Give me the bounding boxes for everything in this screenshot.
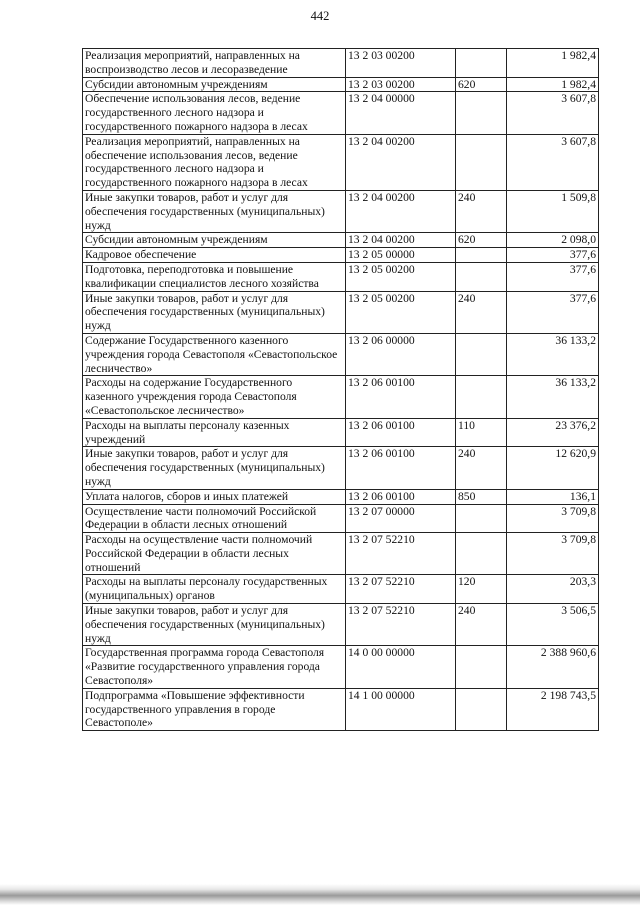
table-row [83, 447, 599, 489]
amount-cell: 377,6 [507, 248, 599, 263]
expense-name-cell: Реализация мероприятий, направленных на воспроизводство лесов и лесоразведение [83, 49, 346, 78]
amount-cell: 3 709,8 [507, 533, 599, 575]
page-number: 442 [310, 9, 330, 23]
amount-cell: 3 607,8 [507, 92, 599, 134]
expense-name-cell: Подпрограмма «Повышение эффективности государственного управления в городе Севастополе» [83, 688, 346, 730]
target-code-cell: 13 2 04 00200 [346, 134, 456, 190]
expense-type-cell: 850 [456, 489, 507, 504]
budget-table [82, 48, 599, 731]
expense-name-cell: Расходы на выплаты персоналу государственных (муниципальных) органов [83, 575, 346, 604]
scan-edge-artifact [0, 884, 640, 905]
expense-name-cell: Осуществление части полномочий Российской Федерации в области лесных отношений [83, 504, 346, 533]
table-row [83, 489, 599, 504]
target-code-cell: 13 2 05 00000 [346, 248, 456, 263]
expense-type-cell [456, 646, 507, 688]
target-code-cell: 13 2 07 00000 [346, 504, 456, 533]
expense-name-cell: Субсидии автономным учреждениям [83, 77, 346, 92]
expense-type-cell [456, 134, 507, 190]
target-code-cell: 13 2 03 00200 [346, 77, 456, 92]
expense-type-cell [456, 248, 507, 263]
expense-name-cell: Иные закупки товаров, работ и услуг для обеспечения государственных (муниципальных) нужд [83, 291, 346, 333]
table-row [83, 262, 599, 291]
expense-type-cell: 240 [456, 604, 507, 646]
amount-cell: 12 620,9 [507, 447, 599, 489]
expense-type-cell: 240 [456, 447, 507, 489]
expense-type-cell [456, 262, 507, 291]
expense-type-cell: 120 [456, 575, 507, 604]
expense-name-cell: Иные закупки товаров, работ и услуг для обеспечения государственных (муниципальных) нужд [83, 190, 346, 232]
expense-type-cell: 240 [456, 190, 507, 232]
expense-type-cell [456, 504, 507, 533]
expense-type-cell: 240 [456, 291, 507, 333]
target-code-cell: 13 2 06 00100 [346, 376, 456, 418]
expense-type-cell: 620 [456, 233, 507, 248]
table-row [83, 604, 599, 646]
table-row [83, 233, 599, 248]
table-row [83, 190, 599, 232]
amount-cell: 3 607,8 [507, 134, 599, 190]
expense-name-cell: Субсидии автономным учреждениям [83, 233, 346, 248]
expense-type-cell [456, 688, 507, 730]
target-code-cell: 13 2 04 00000 [346, 92, 456, 134]
amount-cell: 1 509,8 [507, 190, 599, 232]
table-row [83, 575, 599, 604]
table-row [83, 333, 599, 375]
target-code-cell: 13 2 03 00200 [346, 49, 456, 78]
expense-name-cell: Содержание Государственного казенного учреждения города Севастополя «Севастопольское лесничество» [83, 333, 346, 375]
table-row [83, 77, 599, 92]
amount-cell: 2 198 743,5 [507, 688, 599, 730]
budget-table-body [83, 49, 599, 731]
expense-type-cell [456, 376, 507, 418]
table-row [83, 418, 599, 447]
table-row [83, 134, 599, 190]
amount-cell: 36 133,2 [507, 333, 599, 375]
amount-cell: 3 506,5 [507, 604, 599, 646]
expense-name-cell: Обеспечение использования лесов, ведение государственного лесного надзора и государственного пожарного надзора в лесах [83, 92, 346, 134]
target-code-cell: 14 0 00 00000 [346, 646, 456, 688]
expense-name-cell: Расходы на содержание Государственного казенного учреждения города Севастополя «Севастопольское лесничество» [83, 376, 346, 418]
expense-name-cell: Расходы на выплаты персоналу казенных учреждений [83, 418, 346, 447]
table-row [83, 688, 599, 730]
expense-type-cell: 110 [456, 418, 507, 447]
expense-type-cell: 620 [456, 77, 507, 92]
expense-type-cell [456, 333, 507, 375]
amount-cell: 203,3 [507, 575, 599, 604]
amount-cell: 36 133,2 [507, 376, 599, 418]
target-code-cell: 13 2 07 52210 [346, 575, 456, 604]
expense-name-cell: Уплата налогов, сборов и иных платежей [83, 489, 346, 504]
table-row [83, 49, 599, 78]
target-code-cell: 13 2 06 00100 [346, 447, 456, 489]
target-code-cell: 13 2 05 00200 [346, 262, 456, 291]
amount-cell: 23 376,2 [507, 418, 599, 447]
table-row [83, 248, 599, 263]
expense-name-cell: Расходы на осуществление части полномочий Российской Федерации в области лесных отношений [83, 533, 346, 575]
target-code-cell: 13 2 04 00200 [346, 190, 456, 232]
expense-name-cell: Кадровое обеспечение [83, 248, 346, 263]
target-code-cell: 13 2 06 00100 [346, 418, 456, 447]
amount-cell: 2 388 960,6 [507, 646, 599, 688]
target-code-cell: 13 2 07 52210 [346, 533, 456, 575]
amount-cell: 1 982,4 [507, 77, 599, 92]
table-row [83, 533, 599, 575]
target-code-cell: 13 2 06 00000 [346, 333, 456, 375]
expense-type-cell [456, 92, 507, 134]
expense-type-cell [456, 533, 507, 575]
expense-name-cell: Подготовка, переподготовка и повышение квалификации специалистов лесного хозяйства [83, 262, 346, 291]
expense-name-cell: Реализация мероприятий, направленных на обеспечение использования лесов, ведение государственного лесного надзора и государственного пожарного надзора в лесах [83, 134, 346, 190]
expense-type-cell [456, 49, 507, 78]
target-code-cell: 13 2 04 00200 [346, 233, 456, 248]
table-row [83, 646, 599, 688]
target-code-cell: 13 2 06 00100 [346, 489, 456, 504]
expense-name-cell: Государственная программа города Севастополя «Развитие государственного управления города Севастополя» [83, 646, 346, 688]
table-row [83, 92, 599, 134]
table-row [83, 376, 599, 418]
amount-cell: 377,6 [507, 262, 599, 291]
expense-name-cell: Иные закупки товаров, работ и услуг для обеспечения государственных (муниципальных) нужд [83, 447, 346, 489]
target-code-cell: 13 2 05 00200 [346, 291, 456, 333]
amount-cell: 2 098,0 [507, 233, 599, 248]
table-row [83, 291, 599, 333]
amount-cell: 136,1 [507, 489, 599, 504]
target-code-cell: 14 1 00 00000 [346, 688, 456, 730]
table-row [83, 504, 599, 533]
target-code-cell: 13 2 07 52210 [346, 604, 456, 646]
amount-cell: 377,6 [507, 291, 599, 333]
amount-cell: 3 709,8 [507, 504, 599, 533]
amount-cell: 1 982,4 [507, 49, 599, 78]
expense-name-cell: Иные закупки товаров, работ и услуг для обеспечения государственных (муниципальных) нужд [83, 604, 346, 646]
